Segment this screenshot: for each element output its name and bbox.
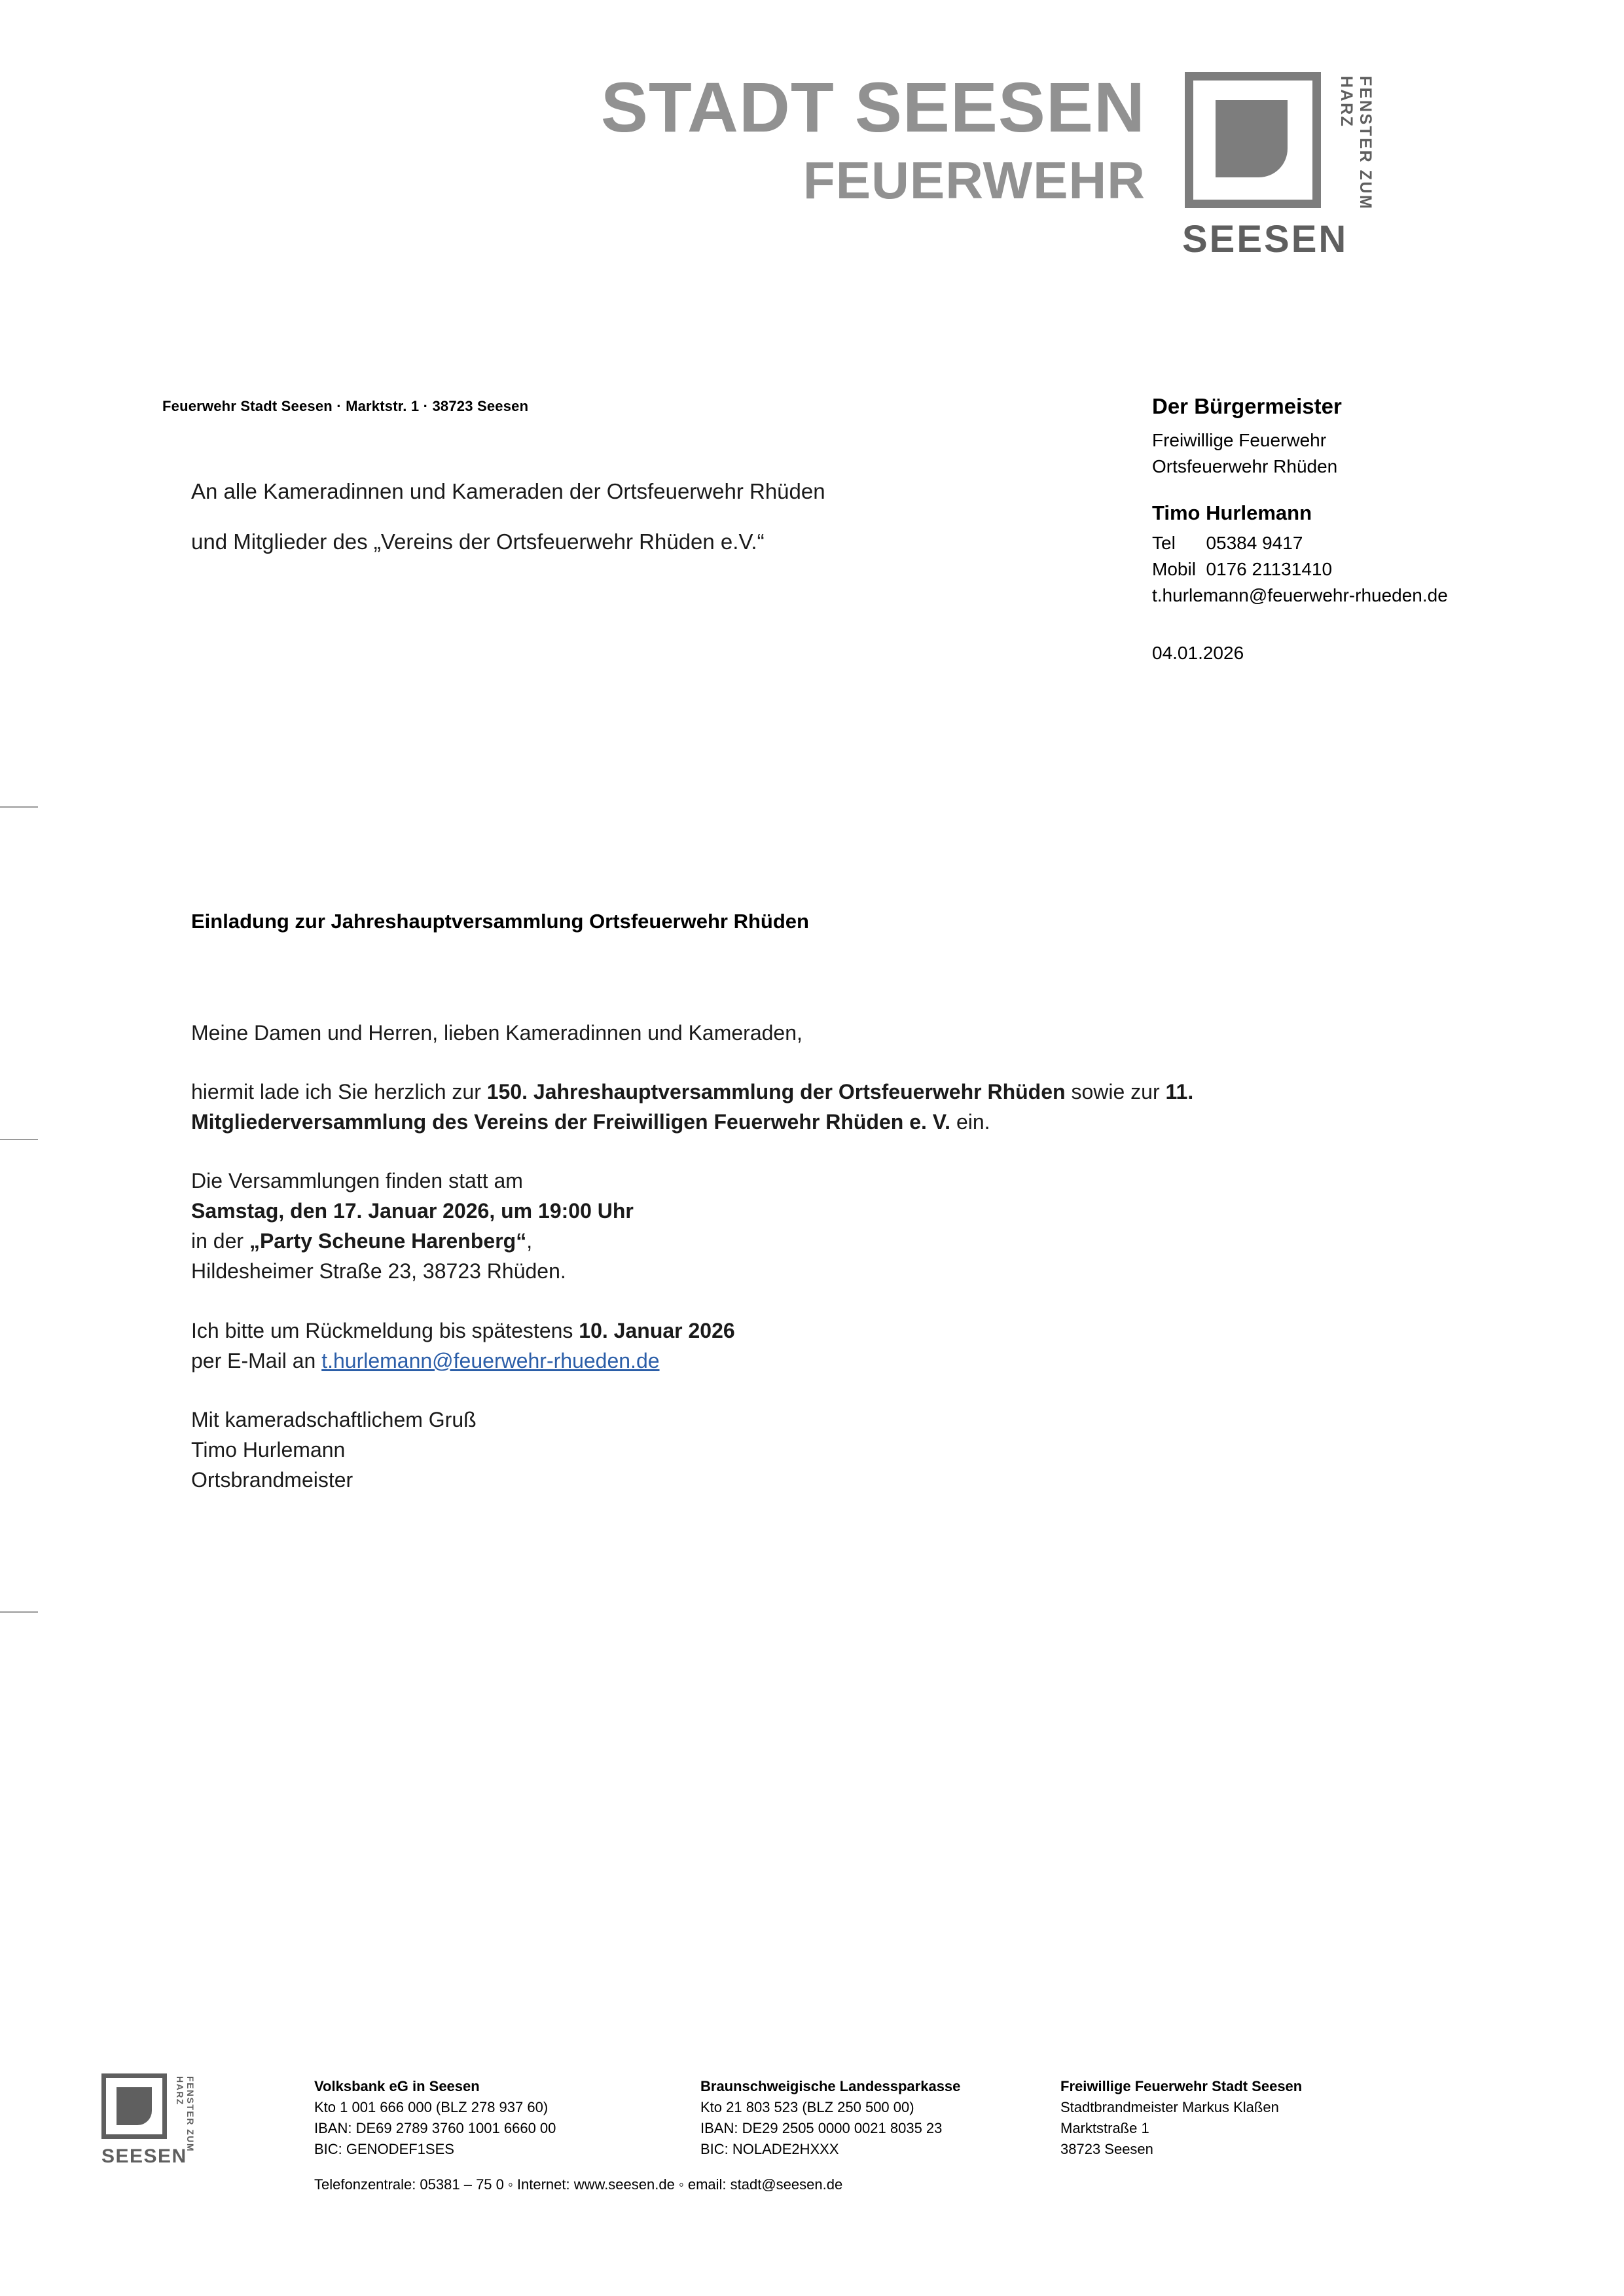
fold-mark-3: [0, 1611, 38, 1613]
sender-email: t.hurlemann@feuerwehr-rhueden.de: [1152, 584, 1448, 605]
window-logo-shape: [1216, 100, 1288, 177]
footer-bank-volksbank: [314, 2076, 694, 2160]
venue-datetime: Samstag, den 17. Januar 2026, um 19:00 Uhr: [191, 1199, 634, 1223]
footer-col2-line1: Kto 21 803 523 (BLZ 250 500 00): [700, 2098, 914, 2115]
recipient-block: [191, 476, 878, 558]
body-closing: [191, 1405, 1422, 1495]
sender-title: Der Bürgermeister: [1152, 394, 1342, 418]
window-logo-icon: [1185, 72, 1321, 208]
closing-line-2: Timo Hurlemann: [191, 1437, 346, 1462]
footer-window-logo-shape: [117, 2087, 152, 2125]
venue-address: Hildesheimer Straße 23, 38723 Rhüden.: [191, 1259, 566, 1283]
closing-line-1: Mit kameradschaftlichem Gruß: [191, 1407, 477, 1431]
invite-text-3: ein.: [950, 1110, 990, 1134]
footer-col2-head: Braunschweigische Landessparkasse: [700, 2078, 961, 2094]
invite-text-2: sowie zur: [1065, 1080, 1166, 1104]
letterhead: [216, 67, 1407, 321]
footer-col3-line1: Stadtbrandmeister Markus Klaßen: [1060, 2098, 1279, 2115]
return-address-line: Feuerwehr Stadt Seesen · Marktstr. 1 · 38723 Seesen: [162, 398, 529, 414]
sender-name: Timo Hurlemann: [1152, 501, 1312, 525]
letter-subject: Einladung zur Jahreshauptversammlung Ortsfeuerwehr Rhüden: [191, 910, 809, 933]
logo-city-name: SEESEN: [1182, 218, 1348, 260]
footer-bank-landessparkasse: [700, 2076, 1067, 2160]
venue-location-name: „Party Scheune Harenberg“: [249, 1229, 527, 1253]
sender-block: [1152, 391, 1610, 666]
venue-line-3-pre: in der: [191, 1229, 249, 1253]
recipient-line-1: An alle Kameradinnen und Kameraden der Ortsfeuerwehr Rhüden: [191, 479, 825, 503]
wordmark-line-department: FEUERWEHR: [803, 151, 1146, 209]
footer-fire-department: [1060, 2076, 1479, 2160]
footer-window-logo-icon: [101, 2073, 167, 2139]
rsvp-email-link[interactable]: t.hurlemann@feuerwehr-rhueden.de: [321, 1348, 660, 1372]
letter-footer: [0, 2049, 1624, 2232]
body-paragraph-venue: [191, 1166, 1422, 1286]
footer-contact-line: Telefonzentrale: 05381 – 75 0 ◦ Internet: www.seesen.de ◦ email: stadt@seesen.de: [314, 2176, 843, 2193]
footer-logo-tagline: FENSTER ZUM HARZ: [175, 2076, 196, 2153]
footer-col1-line1: Kto 1 001 666 000 (BLZ 278 937 60): [314, 2098, 549, 2115]
footer-col3-line2: Marktstraße 1: [1060, 2119, 1149, 2136]
venue-line-1: Die Versammlungen finden statt am: [191, 1169, 523, 1193]
footer-col3-head: Freiwillige Feuerwehr Stadt Seesen: [1060, 2078, 1303, 2094]
fold-mark-1: [0, 806, 38, 808]
invite-text-1: hiermit lade ich Sie herzlich zur: [191, 1080, 487, 1104]
seesen-logo: [1172, 72, 1407, 295]
fold-mark-2: [0, 1139, 38, 1140]
body-paragraph-rsvp: [191, 1316, 1422, 1376]
invite-bold-2: 11. Mitgliederversammlung des Vereins der Freiwilligen Feuerwehr Rhüden e. V.: [191, 1080, 1194, 1134]
sender-org-line-2: Ortsfeuerwehr Rhüden: [1152, 456, 1338, 476]
logo-tagline: FENSTER ZUM HARZ: [1337, 76, 1375, 211]
closing-line-3: Ortsbrandmeister: [191, 1467, 353, 1492]
footer-col1-line3: BIC: GENODEF1SES: [314, 2140, 454, 2157]
rsvp-deadline: 10. Januar 2026: [579, 1318, 735, 1342]
wordmark-line-city: STADT SEESEN: [600, 67, 1146, 147]
footer-logo-city-name: SEESEN: [101, 2145, 187, 2167]
sender-org-line-1: Freiwillige Feuerwehr: [1152, 429, 1327, 450]
footer-col3-line3: 38723 Seesen: [1060, 2140, 1153, 2157]
sender-phone: Tel 05384 9417: [1152, 533, 1303, 554]
invite-bold-1: 150. Jahreshauptversammlung der Ortsfeuerwehr Rhüden: [486, 1080, 1066, 1104]
footer-col1-head: Volksbank eG in Seesen: [314, 2078, 480, 2094]
venue-line-3-post: ,: [526, 1229, 533, 1253]
recipient-line-2: und Mitglieder des „Vereins der Ortsfeuerwehr Rhüden e.V.“: [191, 529, 765, 554]
footer-col1-line2: IBAN: DE69 2789 3760 1001 6660 00: [314, 2119, 556, 2136]
rsvp-email-pre: per E-Mail an: [191, 1348, 322, 1372]
rsvp-text-pre: Ich bitte um Rückmeldung bis spätestens: [191, 1318, 579, 1342]
wordmark: [216, 67, 1146, 209]
letter-date: 04.01.2026: [1152, 642, 1244, 663]
letter-body: [191, 1018, 1422, 1524]
sender-mobile: Mobil 0176 21131410: [1152, 559, 1333, 580]
body-salutation: Meine Damen und Herren, lieben Kameradinnen und Kameraden,: [191, 1021, 803, 1045]
footer-seesen-logo: [101, 2073, 239, 2198]
footer-col2-line3: BIC: NOLADE2HXXX: [700, 2140, 839, 2157]
footer-col2-line2: IBAN: DE29 2505 0000 0021 8035 23: [700, 2119, 943, 2136]
body-paragraph-invitation: [191, 1077, 1422, 1137]
